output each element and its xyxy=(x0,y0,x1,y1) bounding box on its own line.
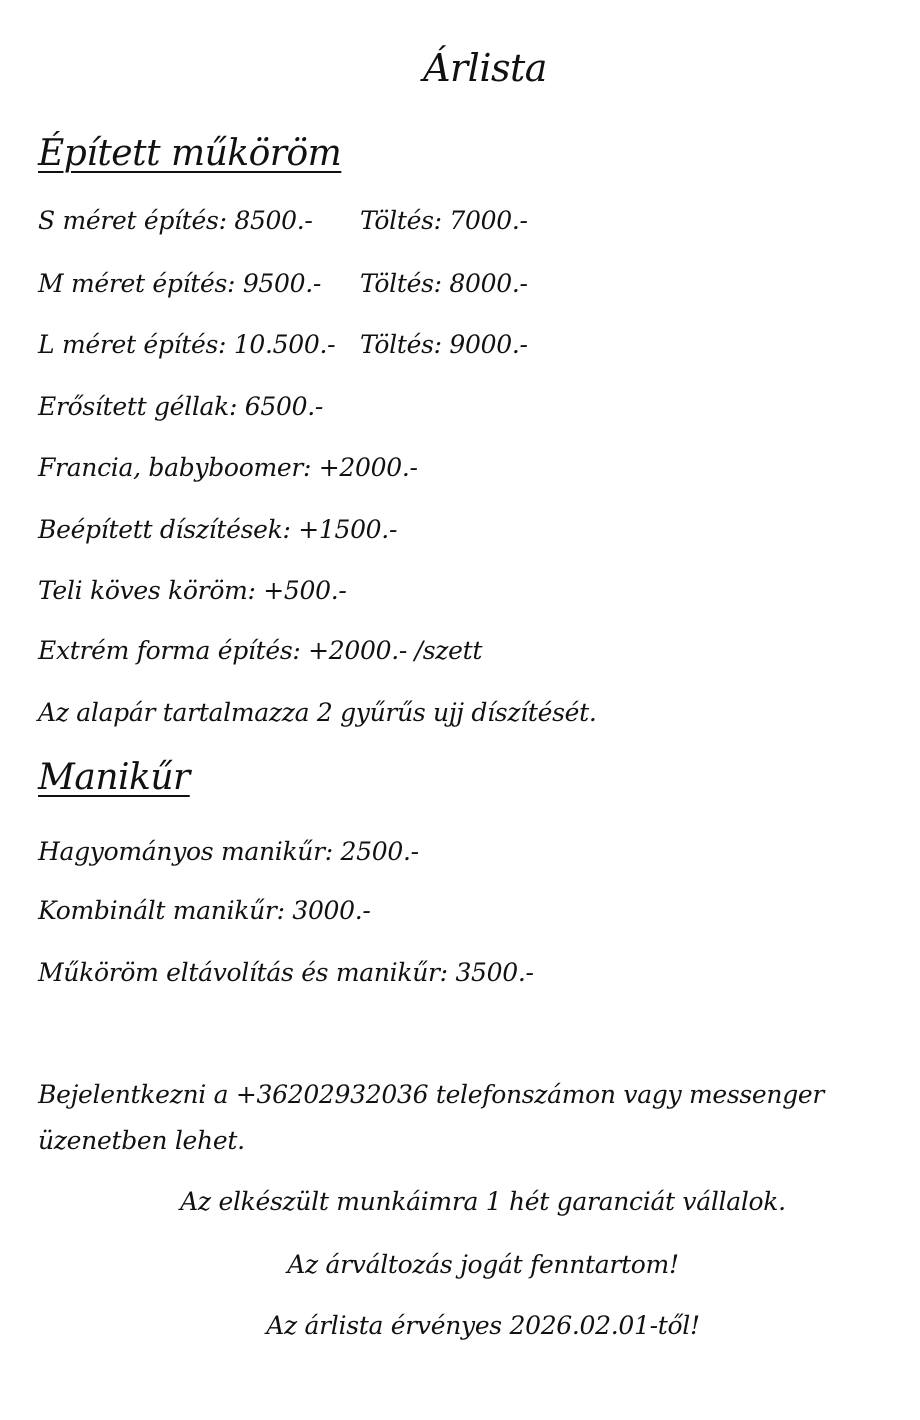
contact-info: Bejelentkezni a +36202932036 telefonszámon vagy messenger üzenetben lehet. xyxy=(38,1080,825,1155)
guarantee-note: Az elkészült munkáimra 1 hét garanciát vállalok. xyxy=(180,1187,786,1216)
price-item: Műköröm eltávolítás és manikűr: 3500.- xyxy=(38,958,534,987)
price-m-refill: Töltés: 8000.- xyxy=(360,269,528,298)
price-change-note: Az árváltozás jogát fenntartom! xyxy=(287,1250,679,1279)
price-item: Erősített géllak: 6500.- xyxy=(38,392,323,421)
section-heading-built-nails: Épített műköröm xyxy=(38,133,342,174)
price-m-build: M méret építés: 9500.- xyxy=(38,269,322,298)
price-s-build: S méret építés: 8500.- xyxy=(38,206,313,235)
page-title: Árlista xyxy=(423,46,547,90)
price-s-refill: Töltés: 7000.- xyxy=(360,206,528,235)
price-l-refill: Töltés: 9000.- xyxy=(360,330,528,359)
price-l-build: L méret építés: 10.500.- xyxy=(38,330,336,359)
price-item: Kombinált manikűr: 3000.- xyxy=(38,896,371,925)
price-item: Teli köves köröm: +500.- xyxy=(38,576,347,605)
section-heading-manicure: Manikűr xyxy=(38,757,190,798)
price-item: Beépített díszítések: +1500.- xyxy=(38,515,398,544)
price-item: Extrém forma építés: +2000.- /szett xyxy=(38,636,483,665)
validity-note: Az árlista érvényes 2026.02.01-től! xyxy=(266,1311,700,1340)
price-item: Hagyományos manikűr: 2500.- xyxy=(38,837,419,866)
price-note: Az alapár tartalmazza 2 gyűrűs ujj díszítését. xyxy=(38,698,597,727)
price-item: Francia, babyboomer: +2000.- xyxy=(38,453,418,482)
